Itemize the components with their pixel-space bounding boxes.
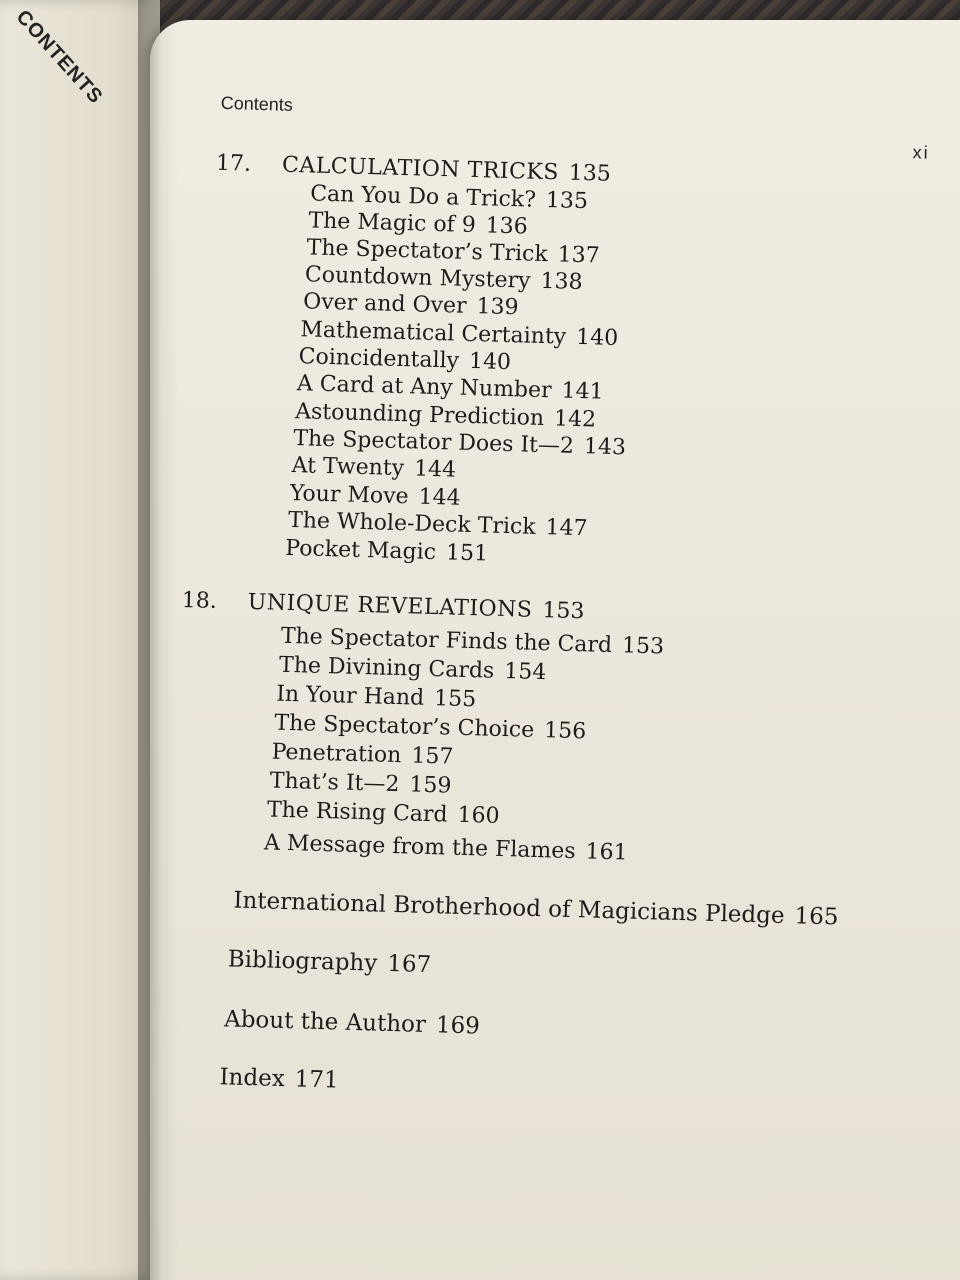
toc-entry: [269, 769, 451, 799]
toc-entry: [291, 453, 456, 483]
chapter-heading: [181, 588, 584, 624]
toc-entry: [290, 481, 461, 511]
entry-title: About the Author: [223, 1006, 427, 1038]
entry-page: 151: [445, 540, 489, 567]
entry-title: The Magic of 9: [308, 208, 477, 239]
entry-title: Penetration: [271, 739, 402, 769]
entry-page: 167: [386, 950, 432, 979]
toc-entry: [303, 289, 519, 320]
toc-entry: [233, 888, 839, 931]
entry-title: That’s It—2: [269, 768, 400, 798]
entry-title: Countdown Mystery: [304, 262, 531, 294]
entry-page: 144: [413, 456, 457, 483]
entry-page: 136: [485, 213, 529, 240]
page-number: xi: [912, 142, 930, 163]
chapter-number: 18.: [181, 588, 218, 614]
entry-page: 155: [433, 686, 477, 713]
entry-page: 161: [585, 839, 628, 866]
entry-title: A Card at Any Number: [296, 371, 552, 404]
entry-page: 138: [540, 268, 583, 296]
entry-page: 142: [553, 406, 597, 433]
entry-title: The Whole-Deck Trick: [287, 507, 536, 540]
entry-page: 169: [435, 1012, 481, 1040]
left-page-running-head: CONTENTS: [11, 6, 107, 109]
toc-entry: [267, 797, 500, 828]
toc-entry: [285, 536, 488, 567]
chapter-number: 17.: [215, 150, 252, 177]
entry-title: The Rising Card: [266, 797, 448, 828]
entry-title: Can You Do a Trick?: [309, 181, 537, 213]
entry-title: The Spectator’s Choice: [274, 710, 535, 743]
entry-page: 171: [294, 1066, 339, 1094]
entry-title: Bibliography: [227, 946, 378, 977]
entry-title: Over and Over: [302, 289, 467, 319]
chapter-page: 153: [542, 598, 585, 625]
toc-entry: [224, 1006, 480, 1039]
entry-title: Mathematical Certainty: [300, 317, 567, 350]
entry-page: 141: [561, 378, 604, 405]
entry-page: 147: [545, 515, 588, 542]
entry-page: 156: [543, 718, 587, 745]
entry-page: 143: [583, 434, 627, 461]
chapter-title: UNIQUE REVELATIONS: [247, 589, 533, 623]
entry-page: 135: [545, 188, 589, 215]
chapter-heading: [216, 151, 611, 187]
entry-page: 159: [409, 772, 452, 799]
entry-page: 144: [418, 484, 461, 511]
entry-page: 153: [621, 633, 665, 660]
entry-page: 165: [794, 903, 839, 931]
entry-title: Index: [219, 1064, 286, 1093]
entry-title: The Spectator Does It—2: [293, 426, 575, 459]
entry-page: 160: [457, 802, 500, 829]
toc-entry: [264, 830, 628, 865]
chapter-page: 135: [568, 160, 612, 187]
entry-title: The Divining Cards: [278, 652, 495, 684]
entry-page: 139: [476, 294, 519, 321]
toc-entry: [227, 946, 431, 978]
toc-entry: [274, 711, 586, 745]
entry-title: Pocket Magic: [284, 535, 437, 566]
entry-page: 157: [411, 743, 454, 770]
toc-entry: [219, 1064, 339, 1093]
toc-entry: [276, 682, 477, 713]
entry-page: 154: [503, 659, 547, 686]
page-running-head: Contents: [220, 92, 294, 115]
toc-entry: [279, 653, 547, 685]
entry-title: International Brotherhood of Magicians Pledge: [233, 887, 785, 929]
toc-entry: [271, 740, 453, 770]
entry-title: Your Move: [289, 480, 409, 510]
chapter-title: CALCULATION TRICKS: [281, 152, 560, 186]
toc-entry: [308, 208, 528, 239]
entry-title: Coincidentally: [298, 344, 460, 374]
entry-title: The Spectator Finds the Card: [280, 623, 613, 659]
entry-title: At Twenty: [291, 453, 405, 482]
entry-page: 140: [468, 348, 512, 376]
entry-page: 137: [557, 242, 601, 269]
entry-title: A Message from the Flames: [263, 830, 576, 865]
entry-title: In Your Hand: [275, 681, 425, 711]
entry-title: Astounding Prediction: [294, 399, 545, 432]
entry-page: 140: [575, 324, 619, 352]
entry-title: The Spectator’s Trick: [306, 235, 549, 268]
toc-entry: [298, 344, 511, 375]
